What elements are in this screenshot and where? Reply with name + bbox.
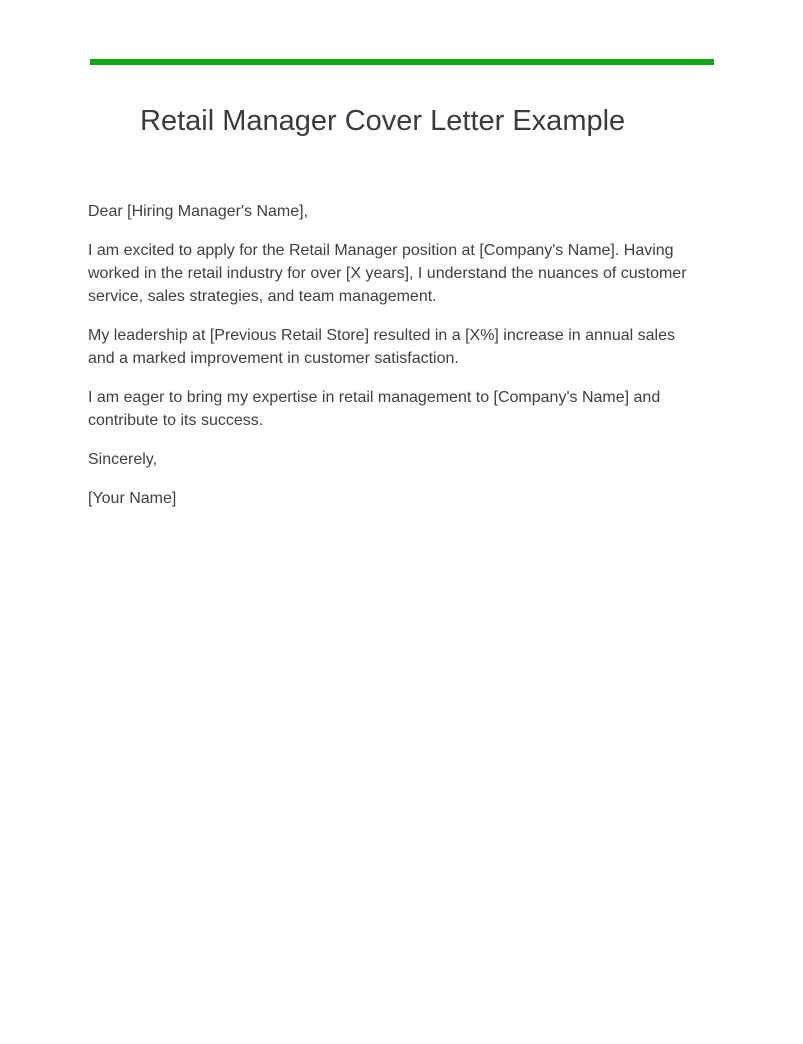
closing: Sincerely,	[88, 451, 158, 468]
page-title: Retail Manager Cover Letter Example	[140, 105, 626, 137]
salutation: Dear [Hiring Manager's Name],	[88, 203, 309, 220]
signature: [Your Name]	[88, 490, 177, 507]
paragraph-achievements: My leadership at [Previous Retail Store] resulted in a [X%] increase in annual sales and a marked improvement in customer satisfaction.	[88, 327, 675, 367]
letter-body	[88, 200, 688, 526]
accent-bar	[90, 59, 714, 65]
paragraph-intro: I am excited to apply for the Retail Manager position at [Company's Name]. Having worked in the retail industry for over [X years], I understand the nuances of customer service, sales strategies, and team management.	[88, 242, 687, 305]
paragraph-closing: I am eager to bring my expertise in retail management to [Company's Name] and contribute to its success.	[88, 389, 661, 429]
